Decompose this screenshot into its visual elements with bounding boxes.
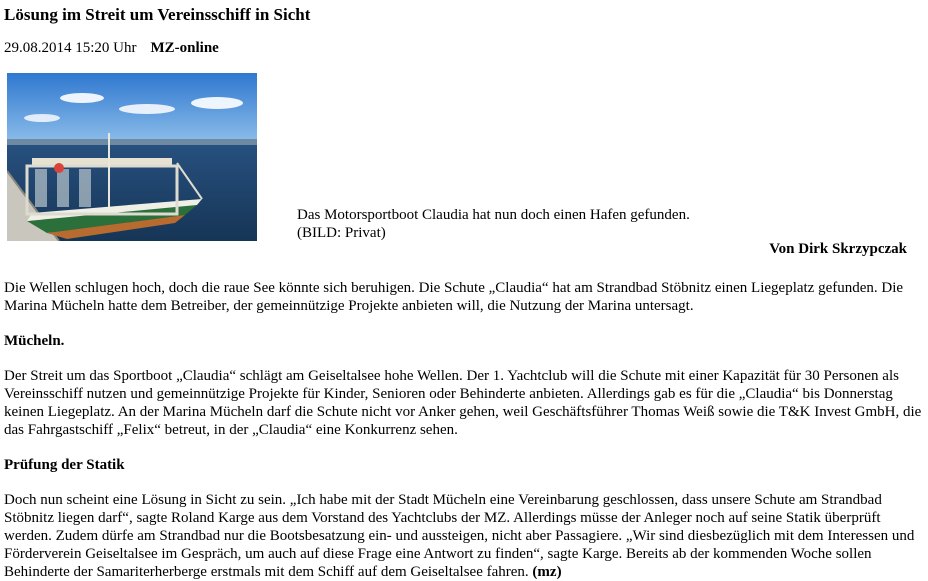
article-meta xyxy=(4,39,924,57)
article-date: 29.08.2014 15:20 Uhr xyxy=(4,40,137,56)
author-byline: Von Dirk Skrzypczak xyxy=(769,241,907,257)
caption-text: Das Motorsportboot Claudia hat nun doch einen Hafen gefunden. xyxy=(297,207,690,223)
paragraph-text: Doch nun scheint eine Lösung in Sicht zu sein. „Ich habe mit der Stadt Mücheln eine Vereinbarung geschlossen, dass unsere Schute am Strandbad Stöbnitz liegen darf“, sagte Roland Karge aus dem Vorstand des Yachtclubs der MZ. Allerdings müsse der Anleger noch auf seine Statik überprüft werden. Zudem dürfe am Strandbad nur die Bootsbesatzung ein- und aussteigen, nicht aber Passagiere. „Wir sind diesbezüglich mit dem Interessen und Förderverein Geiseltalsee im Gespräch, um auch auf diese Frage eine Antwort zu finden“, sagte Karge. Bereits ab der kommenden Woche sollen Behinderte der Samariterherberge erstmals mit dem Schiff auf dem Geiseltalsee fahren. xyxy=(4,492,915,580)
article-figure xyxy=(4,73,924,257)
boat-photo xyxy=(7,73,257,241)
caption-credit: (BILD: Privat) xyxy=(297,225,386,241)
lead-paragraph: Die Wellen schlugen hoch, doch die raue See könnte sich beruhigen. Die Schute „Claudia“ hat am Strandbad Stöbnitz einen Liegeplatz gefunden. Die Marina Mücheln hatte dem Betreiber, der gemeinnützige Projekte anbieten will, die Nutzung der Marina untersagt. xyxy=(4,280,904,314)
subheading: Prüfung der Statik xyxy=(4,457,125,473)
article-source: MZ-online xyxy=(150,40,219,56)
dateline: Mücheln. xyxy=(4,333,65,349)
body-paragraph-final xyxy=(4,491,924,581)
article xyxy=(4,0,924,581)
body-paragraph: Der Streit um das Sportboot „Claudia“ schlägt am Geiseltalsee hohe Wellen. Der 1. Yachtclub will die Schute mit einer Kapazität für 30 Personen als Vereinsschiff nutzen und gemeinnützige Projekte für Kinder, Senioren oder Behinderte anbieten. Allerdings gab es für die „Claudia“ bis Donnerstag keinen Liegeplatz. An der Marina Mücheln darf die Schute nicht vor Anker gehen, weil Geschäftsführer Thomas Weiß sowie die T&K Invest GmbH, die das Fahrgastschiff „Felix“ betreut, in der „Claudia“ eine Konkurrenz sehen. xyxy=(4,368,922,438)
photo-caption xyxy=(297,206,690,242)
signature: (mz) xyxy=(532,564,562,580)
article-title: Lösung im Streit um Vereinsschiff in Sicht xyxy=(4,5,311,24)
